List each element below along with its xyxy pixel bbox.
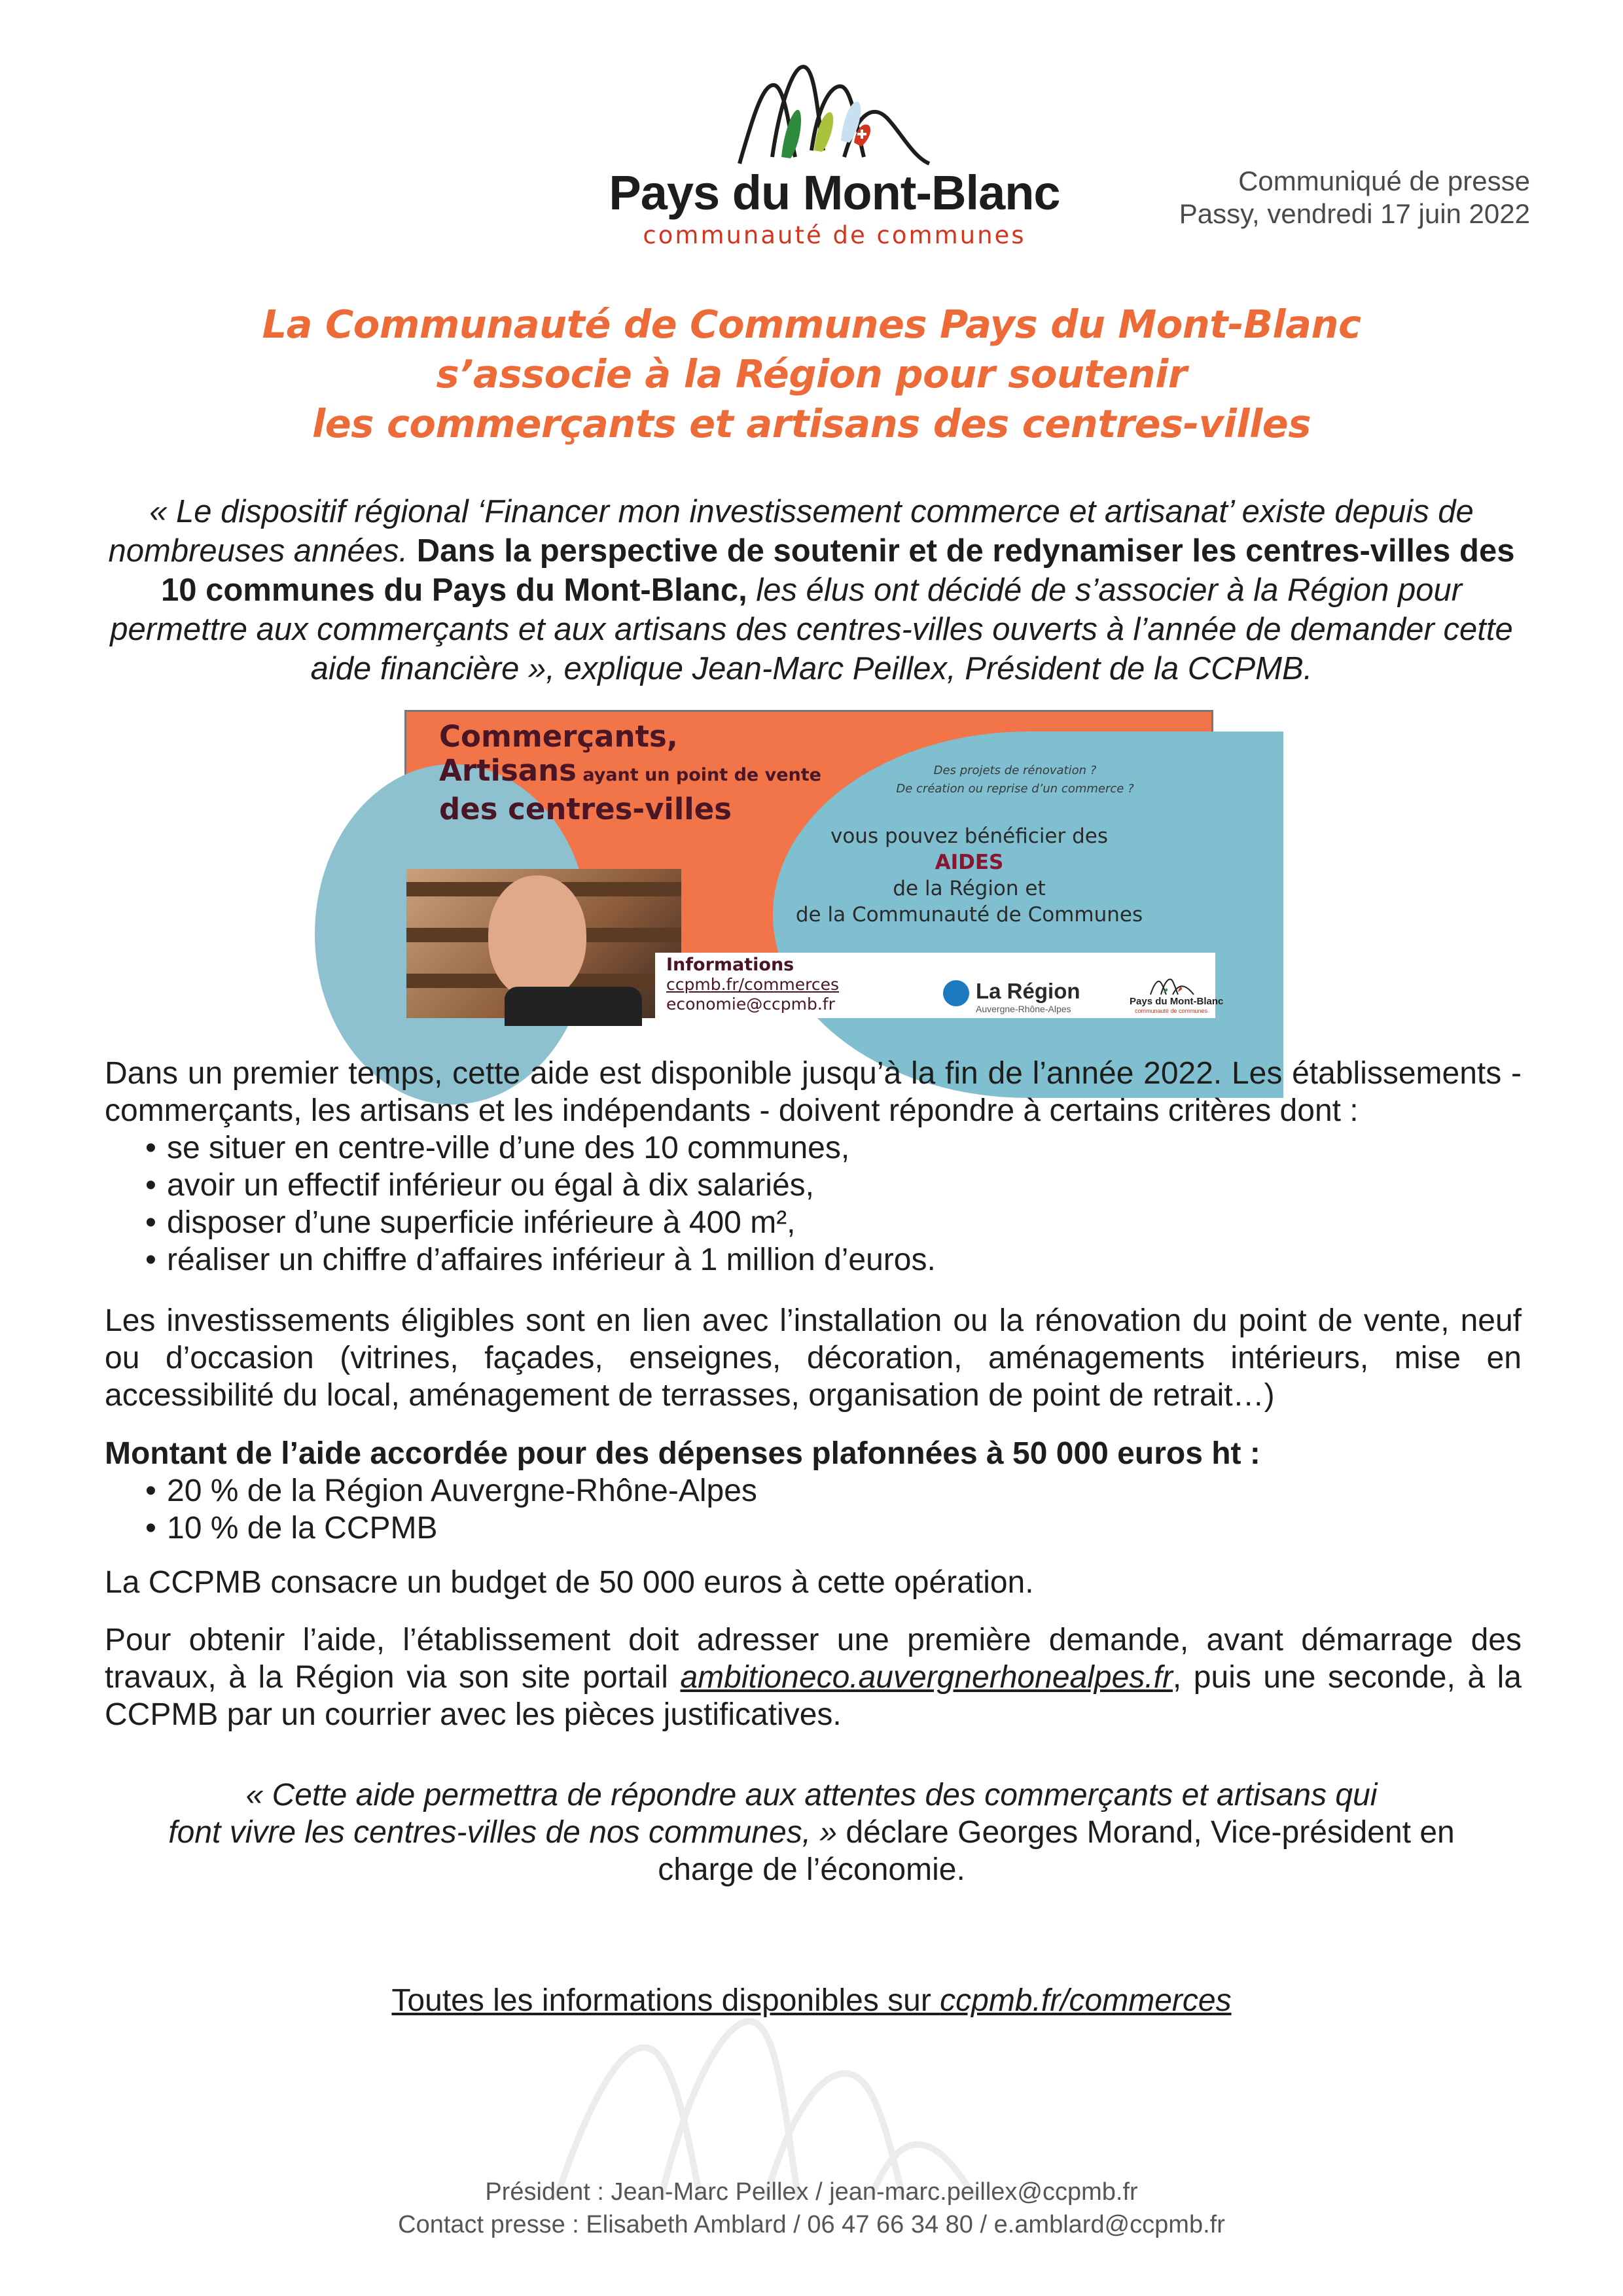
shopkeeper-apron <box>505 987 642 1026</box>
press-date: Passy, vendredi 17 juin 2022 <box>1179 198 1530 229</box>
list-item: • réaliser un chiffre d’affaires inférieur à 1 million d’euros. <box>105 1241 1522 1279</box>
mountain-logo-icon <box>733 59 936 170</box>
pmb-small-sub: communauté de communes <box>1135 1008 1208 1014</box>
banner-info-heading: Informations <box>666 955 794 975</box>
quote2-line-2-italic: font vivre les centres-villes de nos communes, » <box>168 1815 838 1850</box>
banner-question-1: Des projets de rénovation ? <box>933 764 1097 777</box>
quote2-line-2-rest: déclare Georges Morand, Vice-président en <box>837 1815 1455 1850</box>
paragraph-procedure <box>105 1621 1522 1733</box>
press-info <box>1179 165 1530 230</box>
criteria-list <box>105 1129 1522 1279</box>
footer-president: Président : Jean-Marc Peillex / jean-marc.peillex@ccpmb.fr <box>485 2178 1138 2206</box>
amount-heading: Montant de l’aide accordée pour des dépenses plafonnées à 50 000 euros ht : <box>105 1436 1260 1471</box>
banner-benef-1: vous pouvez bénéficier des <box>830 824 1109 848</box>
more-info-text: Toutes les informations disponibles sur <box>391 1983 940 2018</box>
portal-link[interactable]: ambitioneco.auvergnerhonealpes.fr <box>680 1660 1173 1695</box>
shopkeeper-face <box>488 875 586 1000</box>
quote2-line-1: « Cette aide permettra de répondre aux attentes des commerçants et artisans qui <box>245 1778 1378 1812</box>
quote-part-1: « Le dispositif régional ‘Financer mon investissement commerce et artisanat’ existe depuis de nombreuses années. <box>108 494 1474 569</box>
list-item: • se situer en centre-ville d’une des 10 communes, <box>105 1129 1522 1167</box>
region-subtitle: Auvergne-Rhône-Alpes <box>976 1004 1071 1014</box>
logo-name: Pays du Mont-Blanc <box>609 166 1060 220</box>
amount-list <box>105 1472 1522 1547</box>
more-info-link[interactable]: ccpmb.fr/commerces <box>940 1983 1232 2018</box>
banner-questions <box>878 762 1152 798</box>
region-icon <box>943 980 969 1006</box>
banner-headline <box>439 720 821 826</box>
banner-line-1: Commerçants, <box>439 719 678 754</box>
pmb-small-name: Pays du Mont-Blanc <box>1130 996 1224 1007</box>
region-name: La Région <box>976 979 1080 1003</box>
mountain-watermark-icon <box>530 2002 988 2199</box>
title-line-2: s’associe à la Région pour soutenir <box>436 351 1187 397</box>
quote-part-3: les élus ont décidé de s’associer à la Région pour permettre aux commerçants et aux artisans des centres-villes ouverts à l’année de demander cette aide financière », <box>110 573 1513 686</box>
banner-question-2: De création ou reprise d’un commerce ? <box>896 782 1134 796</box>
banner-info-url[interactable]: ccpmb.fr/commerces <box>666 975 840 994</box>
title-line-3: les commerçants et artisans des centres-villes <box>312 401 1311 446</box>
banner-benef-2: de la Région et <box>893 877 1046 900</box>
title-line-1: La Communauté de Communes Pays du Mont-Blanc <box>262 302 1361 347</box>
banner-line-2: Artisans <box>439 753 577 788</box>
list-item: • 20 % de la Région Auvergne-Rhône-Alpes <box>105 1472 1522 1510</box>
footer-contact: Contact presse : Elisabeth Amblard / 06 47 66 34 80 / e.amblard@ccpmb.fr <box>398 2211 1225 2238</box>
banner-benefits <box>773 823 1166 928</box>
list-item: • 10 % de la CCPMB <box>105 1510 1522 1547</box>
banner-line-2-small: ayant un point de vente <box>576 765 821 785</box>
page-title <box>92 300 1531 449</box>
more-info-line <box>98 1983 1525 2019</box>
banner-benef-3: de la Communauté de Communes <box>795 903 1143 927</box>
paragraph-budget: La CCPMB consacre un budget de 50 000 euros à cette opération. <box>105 1565 1034 1600</box>
logo <box>589 52 1080 262</box>
procedure-text-after: , puis une seconde, à la CCPMB par un courrier avec les pièces justificatives. <box>105 1660 1522 1732</box>
banner-line-3: des centres-villes <box>439 792 732 826</box>
mountain-small-icon <box>1149 976 1195 996</box>
paragraph-investments: Les investissements éligibles sont en lien avec l’installation ou la rénovation du point de vente, neuf ou d’occasion (vitrines, façades, enseignes, décoration, aménagements intérieurs, mise en accessibilité du local, aménagement de terrasses, organisation de point de retrait…) <box>105 1303 1522 1413</box>
banner-contact <box>666 955 839 1014</box>
list-item: • avoir un effectif inférieur ou égal à dix salariés, <box>105 1167 1522 1204</box>
press-type: Communiqué de presse <box>1238 166 1530 196</box>
footer <box>196 2176 1427 2241</box>
closing-quote <box>98 1776 1525 1888</box>
intro-quote <box>98 492 1525 688</box>
banner-info-email[interactable]: economie@ccpmb.fr <box>666 995 835 1014</box>
paragraph-availability: Dans un premier temps, cette aide est disponible jusqu’à la fin de l’année 2022. Les établissements - commerçants, les artisans et les indépendants - doivent répondre à certains critères dont : <box>105 1056 1522 1128</box>
banner-aides: AIDES <box>935 851 1004 874</box>
procedure-text-before: Pour obtenir l’aide, l’établissement doit adresser une première demande, avant démarrage des travaux, à la Région via son site portail <box>105 1623 1522 1695</box>
logo-subtitle: communauté de communes <box>643 221 1026 249</box>
quote-part-2: Dans la perspective de soutenir et de redynamiser les centres-villes des 10 communes du Pays du Mont-Blanc, <box>160 533 1515 608</box>
quote2-line-3: charge de l’économie. <box>658 1852 965 1887</box>
list-item: • disposer d’une superficie inférieure à 400 m², <box>105 1204 1522 1241</box>
quote-part-4: explique Jean-Marc Peillex, Président de la CCPMB. <box>554 651 1313 686</box>
promo-banner <box>404 710 1224 1016</box>
